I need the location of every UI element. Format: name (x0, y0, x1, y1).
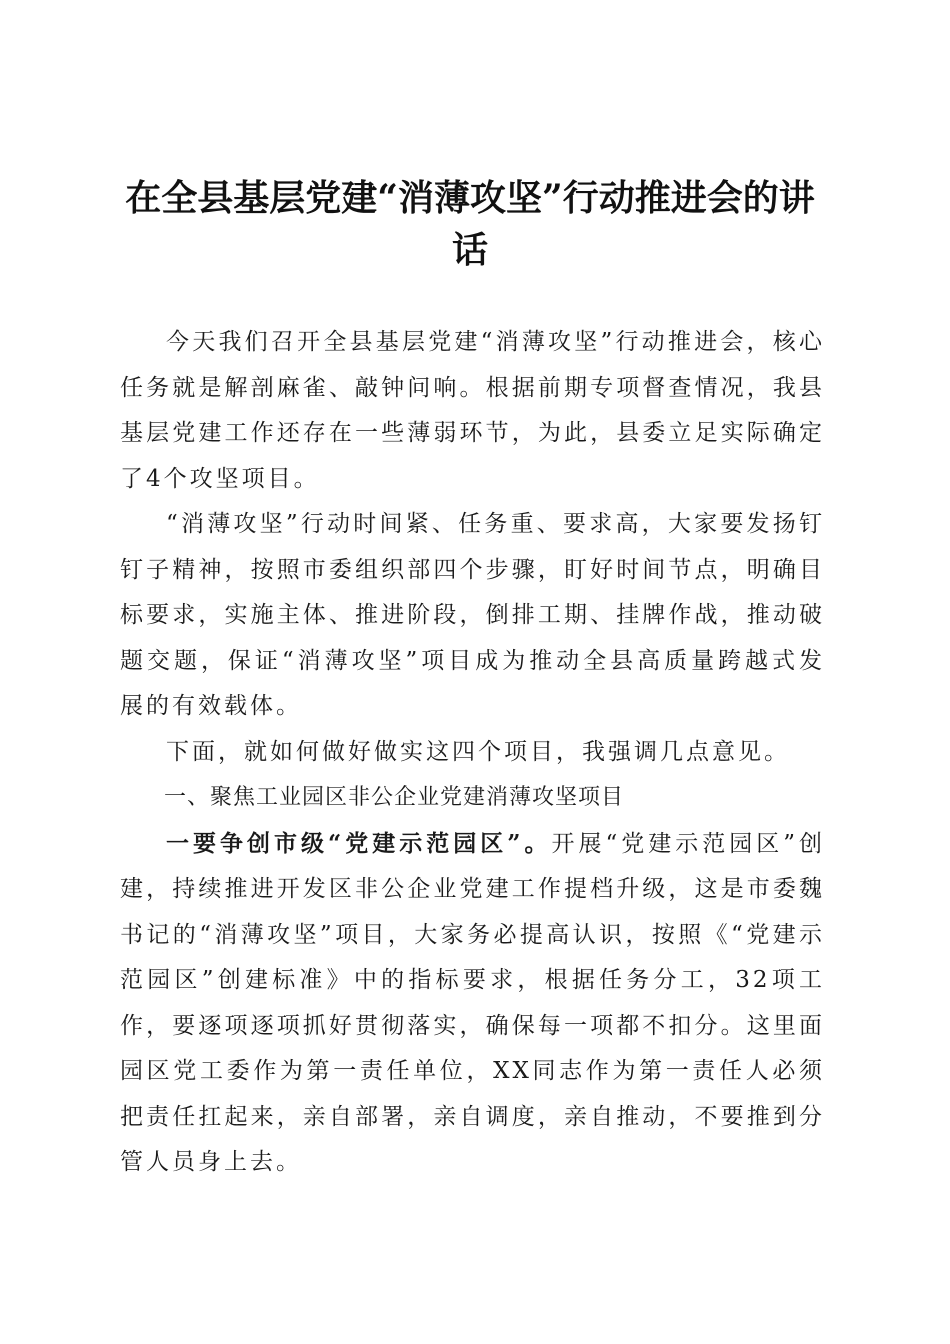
paragraph-item-1-text: 开展“党建示范园区”创建，持续推进开发区非公企业党建工作提档升级，这是市委魏书记的“消薄攻坚”项目，大家务必提高认识，按照《“党建示范园区”创建标准》中的指标要求，根据任务分工，32项工作，要逐项逐项抓好贯彻落实，确保每一项都不扣分。这里面园区党工委作为第一责任单位，XX同志作为第一责任人必须把责任扛起来，亲自部署，亲自调度，亲自推动，不要推到分管人员身上去。 (120, 830, 825, 1175)
paragraph-item-1 (120, 821, 825, 1186)
section-heading-1: 一、聚焦工业园区非公企业党建消薄攻坚项目 (164, 785, 625, 810)
document-body (120, 320, 825, 1186)
paragraph-requirements: “消薄攻坚”行动时间紧、任务重、要求高，大家要发扬钉钉子精神，按照市委组织部四个步骤，盯好时间节点，明确目标要求，实施主体、推进阶段，倒排工期、挂牌作战，推动破题交题，保证“消薄攻坚”项目成为推动全县高质量跨越式发展的有效载体。 (120, 511, 825, 719)
paragraph-intro: 今天我们召开全县基层党建“消薄攻坚”行动推进会，核心任务就是解剖麻雀、敲钟问响。根据前期专项督查情况，我县基层党建工作还存在一些薄弱环节，为此，县委立足实际确定了4个攻坚项目。 (120, 329, 825, 492)
document-title: 在全县基层党建“消薄攻坚”行动推进会的讲话 (125, 177, 815, 271)
paragraph-item-1-lead: 一要争创市级“党建示范园区”。 (166, 829, 552, 857)
paragraph-transition: 下面，就如何做好做实这四个项目，我强调几点意见。 (166, 738, 790, 765)
